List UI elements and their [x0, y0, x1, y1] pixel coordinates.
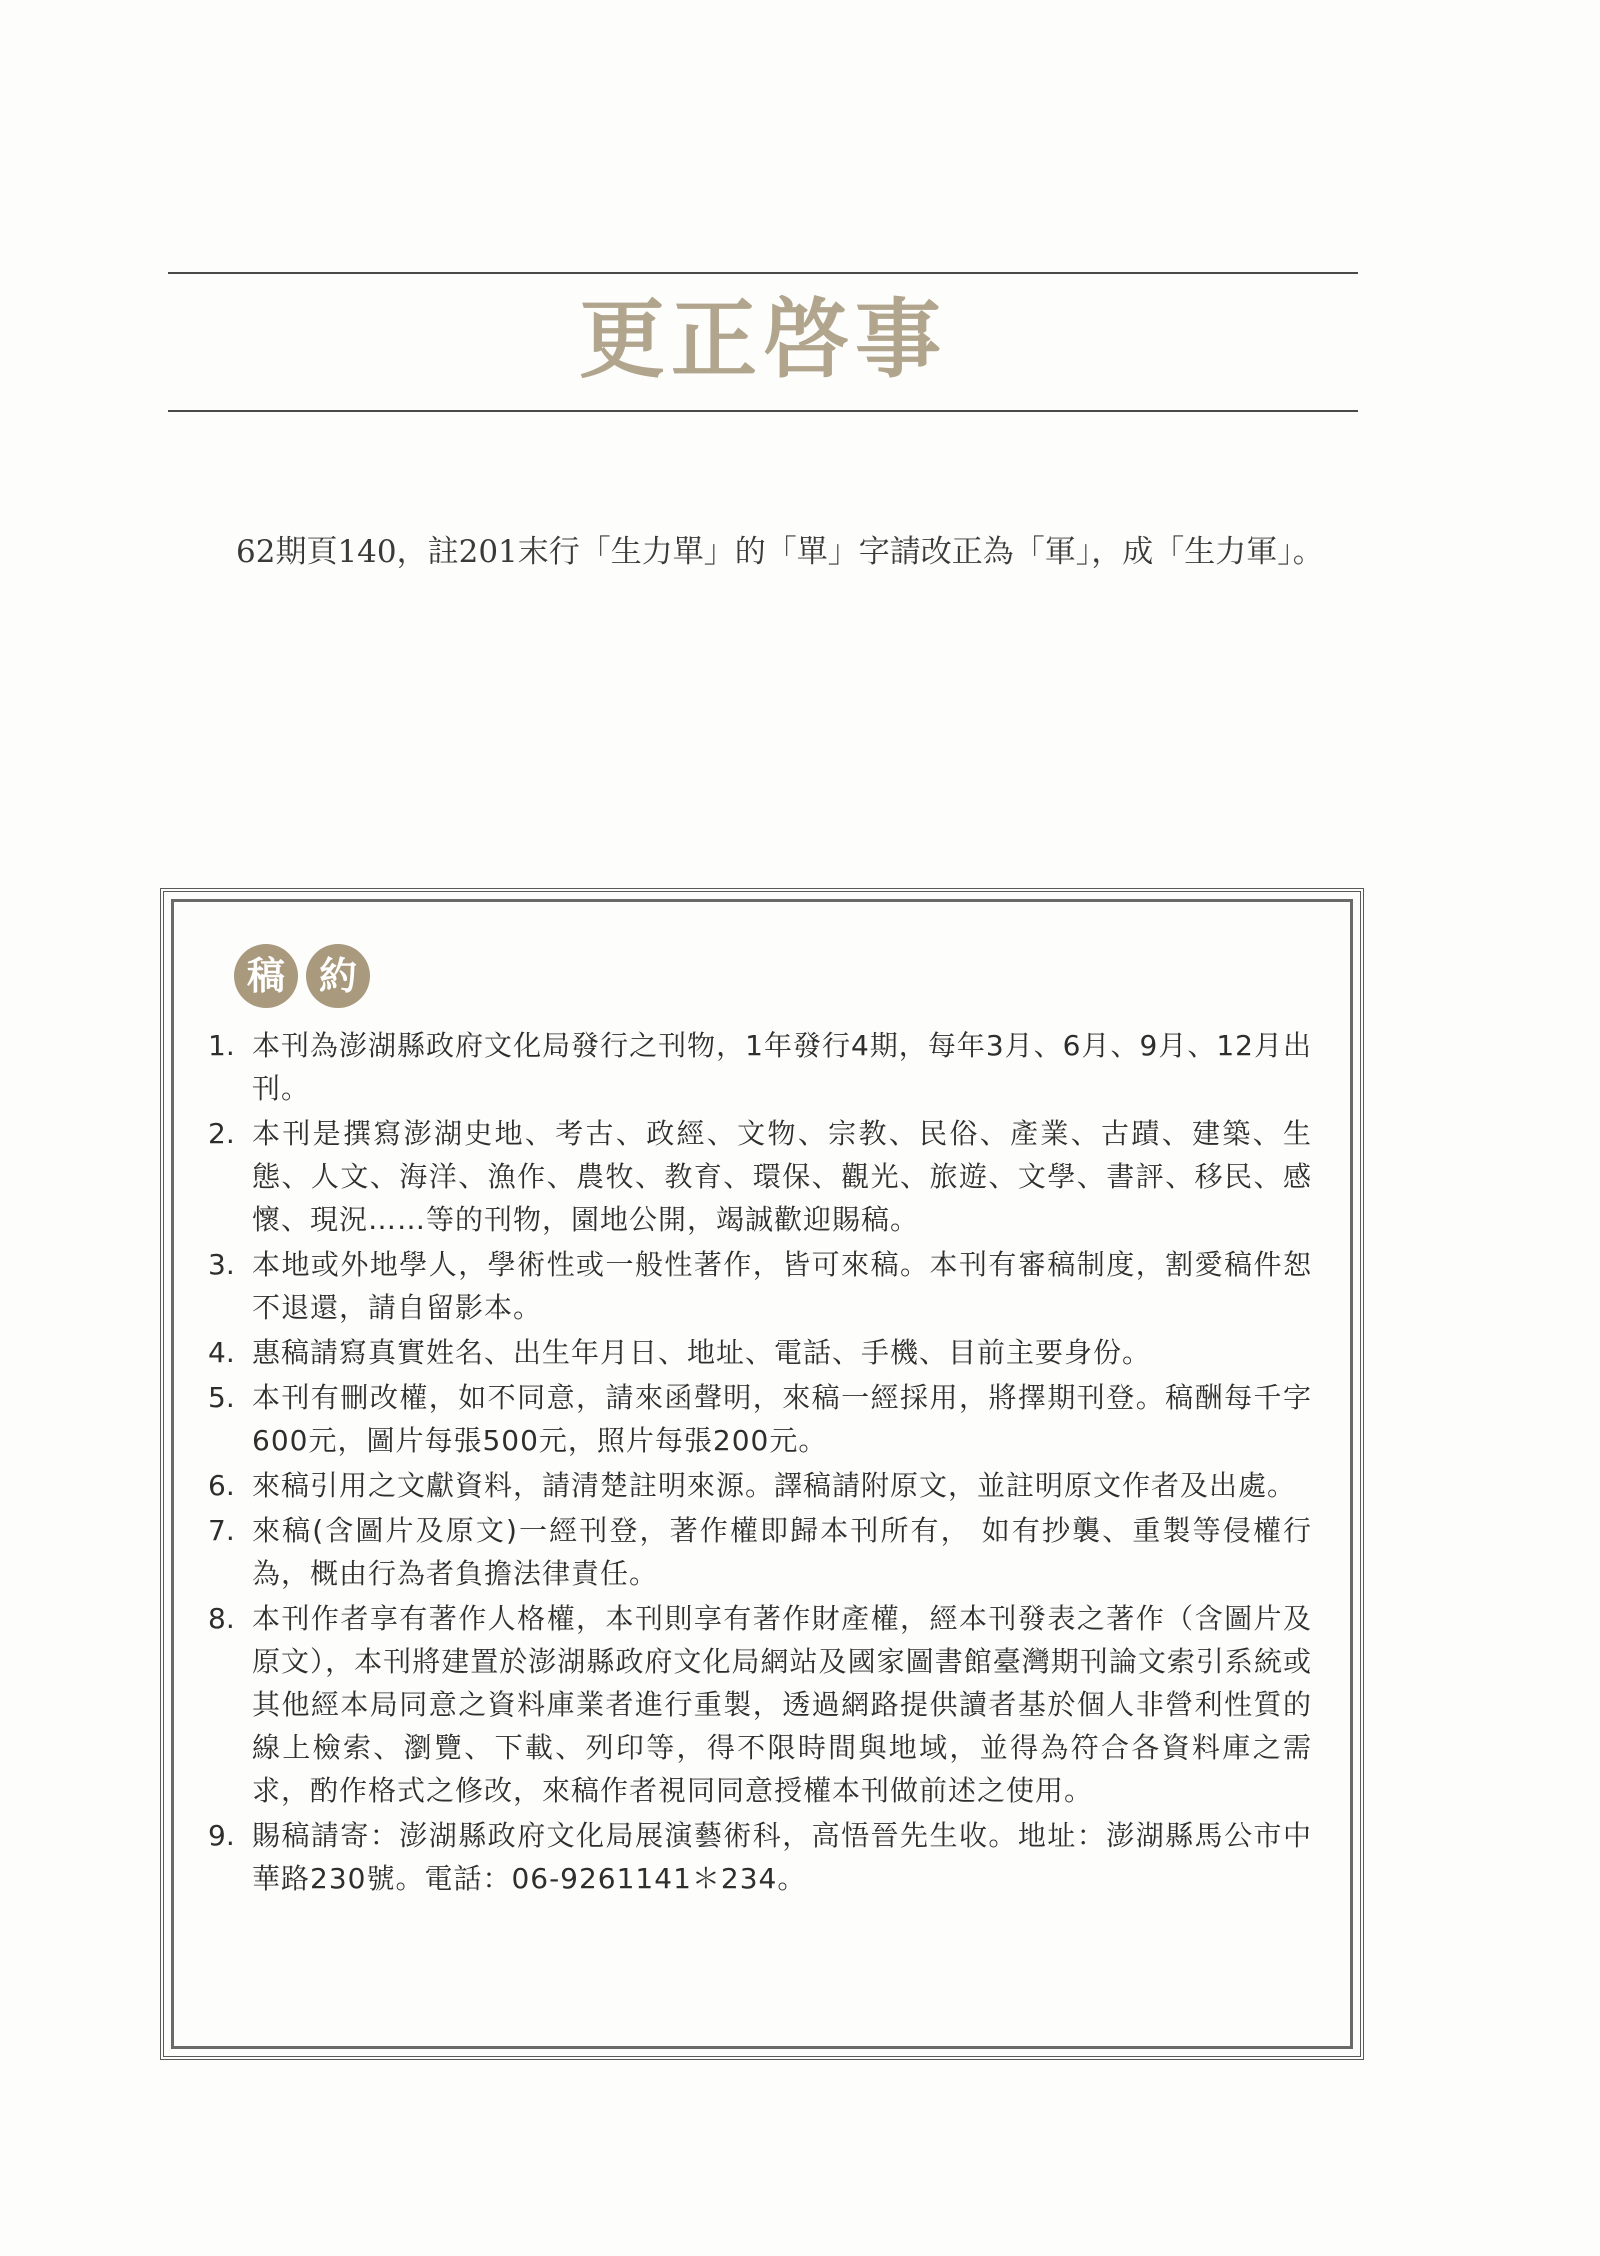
term-number: 8.: [208, 1602, 235, 1635]
term-number: 6.: [208, 1469, 235, 1502]
term-text: 本刊為澎湖縣政府文化局發行之刊物，1年發行4期，每年3月、6月、9月、12月出刊。: [252, 1029, 1312, 1105]
term-text: 本刊作者享有著作人格權，本刊則享有著作財產權，經本刊發表之著作（含圖片及原文），本刊將建置於澎湖縣政府文化局網站及國家圖書館臺灣期刊論文索引系統或其他經本局同意之資料庫業者進行重製，透過網路提供讀者基於個人非營利性質的線上檢索、瀏覽、下載、列印等，得不限時間與地域，並得為符合各資料庫之需求，酌作格式之修改，來稿作者視同同意授權本刊做前述之使用。: [252, 1602, 1312, 1807]
submission-guide-inner-border: [171, 899, 1353, 2049]
submission-term: [208, 1509, 1312, 1595]
heading-badge-manuscript: 稿: [234, 944, 298, 1008]
term-text: 本刊是撰寫澎湖史地、考古、政經、文物、宗教、民俗、產業、古蹟、建築、生態、人文、海洋、漁作、農牧、教育、環保、觀光、旅遊、文學、書評、移民、感懷、現況……等的刊物，園地公開，竭誠歡迎賜稿。: [252, 1117, 1312, 1236]
term-text: 來稿(含圖片及原文)一經刊登，著作權即歸本刊所有， 如有抄襲、重製等侵權行為，概由行為者負擔法律責任。: [252, 1514, 1312, 1590]
errata-body: 62期頁140，註201末行「生力單」的「單」字請改正為「軍」，成「生力軍」。: [236, 534, 1324, 570]
title-rule-top: [168, 272, 1358, 274]
submission-term: [208, 1331, 1312, 1374]
term-number: 9.: [208, 1819, 235, 1852]
submission-term: [208, 1464, 1312, 1507]
term-number: 5.: [208, 1381, 235, 1414]
term-text: 本地或外地學人，學術性或一般性著作，皆可來稿。本刊有審稿制度，割愛稿件恕不退還，請自留影本。: [252, 1248, 1312, 1324]
term-number: 3.: [208, 1248, 235, 1281]
submission-terms-list: [208, 1024, 1312, 1902]
errata-title: 更正啓事: [579, 289, 947, 390]
submission-guide-box: [160, 888, 1364, 2060]
term-number: 2.: [208, 1117, 235, 1150]
submission-term: [208, 1112, 1312, 1241]
submission-term: [208, 1814, 1312, 1900]
term-text: 來稿引用之文獻資料，請清楚註明來源。譯稿請附原文，並註明原文作者及出處。: [252, 1469, 1297, 1502]
submission-term: [208, 1376, 1312, 1462]
heading-badge-agreement: 約: [306, 944, 370, 1008]
term-number: 7.: [208, 1514, 235, 1547]
term-number: 4.: [208, 1336, 235, 1369]
term-number: 1.: [208, 1029, 235, 1062]
submission-guide-heading: [234, 944, 370, 1008]
term-text: 本刊有刪改權，如不同意，請來函聲明，來稿一經採用，將擇期刊登。稿酬每千字600元，圖片每張500元，照片每張200元。: [252, 1381, 1312, 1457]
submission-term: [208, 1024, 1312, 1110]
term-text: 賜稿請寄：澎湖縣政府文化局展演藝術科，高悟晉先生收。地址：澎湖縣馬公市中華路230號。電話：06-9261141＊234。: [252, 1819, 1312, 1895]
term-text: 惠稿請寫真實姓名、出生年月日、地址、電話、手機、目前主要身份。: [252, 1336, 1152, 1369]
submission-term: [208, 1243, 1312, 1329]
title-rule-bottom: [168, 410, 1358, 412]
submission-term: [208, 1597, 1312, 1812]
